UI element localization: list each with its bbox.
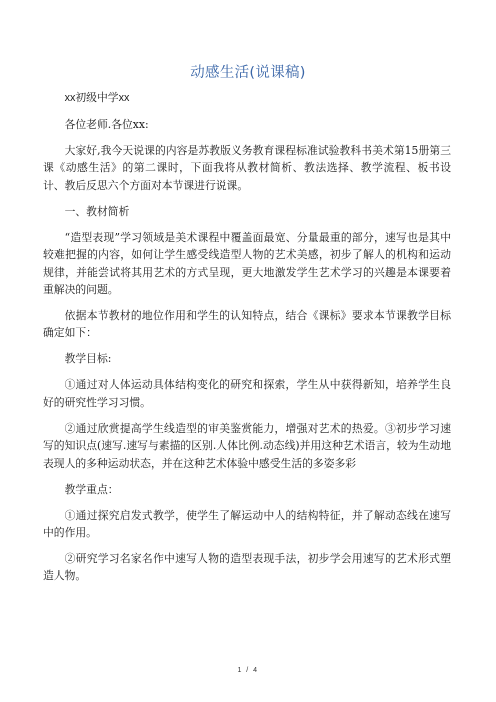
teaching-focus-heading: 教学重点：: [64, 482, 119, 496]
document-body: [43, 90, 451, 593]
focus-item-2: ②研究学习名家名作中速写人物的造型表现手法，初步学会用速写的艺术形式塑造人物。: [43, 552, 451, 583]
section-heading-textbook-analysis: 一、教材简析: [64, 204, 130, 218]
intro-paragraph: 大家好,我今天说课的内容是苏教版义务教育课程标准试验教科书美术第15册第三课《动感生活》的第二课时，下面我将从教材简析、教法选择、教学流程、板书设计、教后反思六个方面对本节课进行说课。: [43, 144, 451, 192]
objective-item-1: ①通过对人体运动具体结构变化的研究和探索，学生从中获得新知，培养学生良好的研究性学习习惯。: [43, 378, 451, 409]
page-number: 1 / 4: [237, 667, 259, 674]
school-line: xx初级中学xx: [64, 92, 130, 104]
teaching-objectives-heading: 教学目标:: [64, 352, 112, 366]
objective-item-2-3: ②通过欣赏提高学生线造型的审美鉴赏能力，增强对艺术的热爱。③初步学习速写的知识点(速写.速写与素描的区别.人体比例.动态线)并用这种艺术语言，较为生动地表现人的多种运动状态，并在这种艺术体验中感受生活的多姿多彩: [43, 421, 451, 470]
focus-item-1: ①通过探究启发式教学，使学生了解运动中人的结构特征，并了解动态线在速写中的作用。: [43, 508, 451, 540]
objectives-intro-paragraph: 依据本节教材的地位作用和学生的认知特点，结合《课标》要求本节课教学目标确定如下：: [43, 309, 451, 340]
greeting-line: 各位老师.各位xx:: [64, 118, 149, 131]
textbook-analysis-paragraph: “造型表现”学习领域是美术课程中覆盖面最宽、分量最重的部分，速写也是其中较难把握的内容，如何让学生感受线造型人物的艺术美感，初步了解人的机构和运动规律，并能尝试将其用艺术的方式呈现，更大地激发学生艺术学习的兴趣是本课要着重解决的问题。: [43, 230, 451, 297]
document-title: 动感生活(说课稿): [190, 65, 306, 81]
